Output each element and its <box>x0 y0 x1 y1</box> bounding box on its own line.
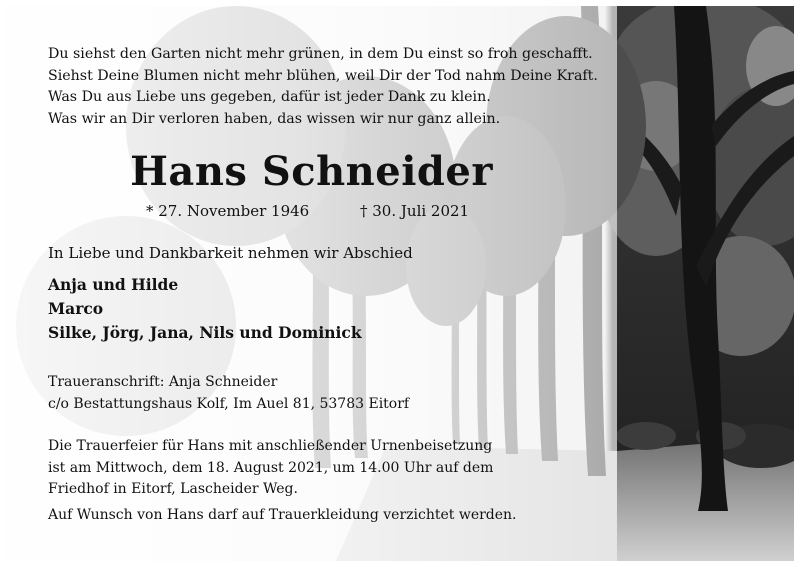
ceremony-line: ist am Mittwoch, dem 18. August 2021, um 14.00 Uhr auf dem <box>48 459 494 476</box>
poem-line: Du siehst den Garten nicht mehr grünen, in dem Du einst so froh geschafft. <box>48 46 593 62</box>
birth-date: * 27. November 1946 <box>146 202 310 220</box>
poem-line: Was wir an Dir verloren haben, das wissen wir nur ganz allein. <box>48 110 501 127</box>
death-date: † 30. Juli 2021 <box>360 202 470 220</box>
deceased-name: Hans Schneider <box>130 148 493 195</box>
memorial-poem <box>48 44 598 130</box>
address-line: Traueranschrift: Anja Schneider <box>48 374 278 390</box>
dress-code-note: Auf Wunsch von Hans darf auf Trauerkleidung verzichtet werden. <box>48 507 517 523</box>
mourner-line: Anja und Hilde <box>48 275 179 294</box>
poem-line: Was Du aus Liebe uns gegeben, dafür ist jeder Dank zu klein. <box>48 89 491 105</box>
mourner-line: Silke, Jörg, Jana, Nils und Dominick <box>48 323 362 342</box>
obituary-text <box>6 6 617 561</box>
mourners-list <box>48 273 362 345</box>
poem-line: Siehst Deine Blumen nicht mehr blühen, weil Dir der Tod nahm Deine Kraft. <box>48 67 598 84</box>
ceremony-line: Die Trauerfeier für Hans mit anschließender Urnenbeisetzung <box>48 438 493 454</box>
address-line: c/o Bestattungshaus Kolf, Im Auel 81, 53783 Eitorf <box>48 395 410 412</box>
obituary-frame <box>6 6 794 561</box>
mourner-line: Marco <box>48 299 104 318</box>
ceremony-line: Friedhof in Eitorf, Lascheider Weg. <box>48 481 298 497</box>
funeral-details <box>48 436 493 501</box>
mourning-address <box>48 372 409 415</box>
farewell-intro: In Liebe und Dankbarkeit nehmen wir Abschied <box>48 244 413 262</box>
life-dates <box>6 202 617 222</box>
